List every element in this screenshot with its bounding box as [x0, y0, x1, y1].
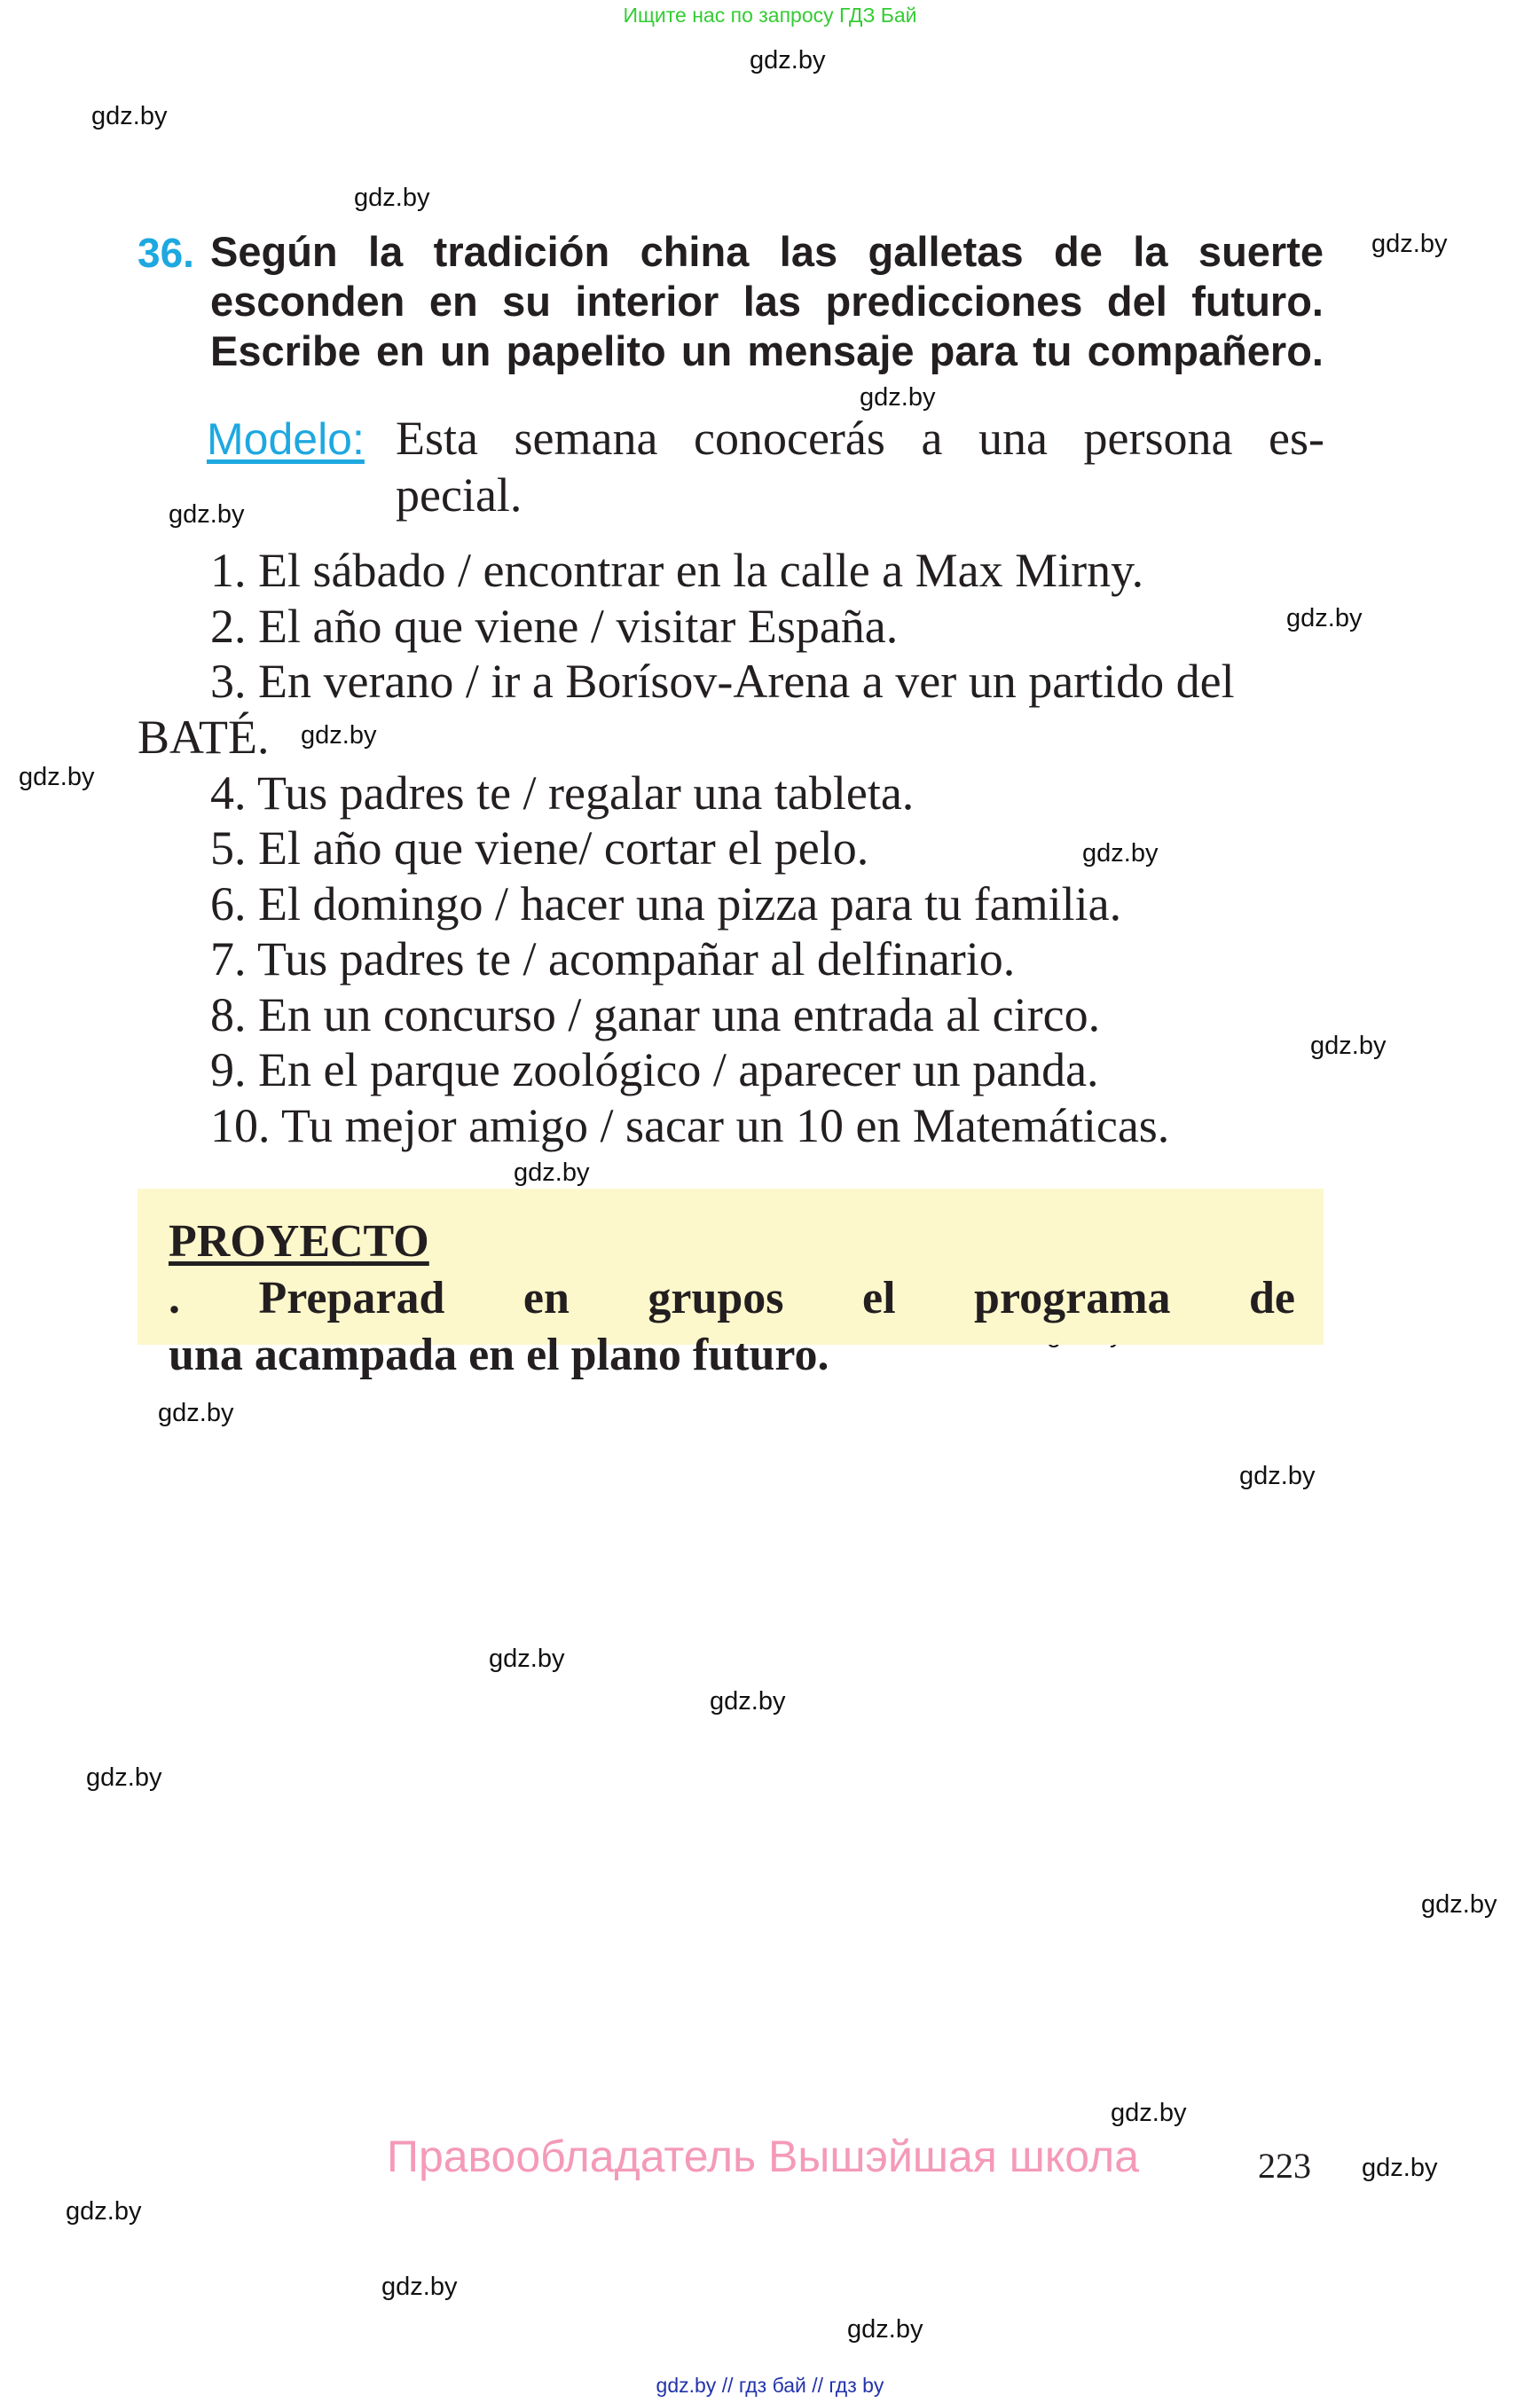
exercise-item	[210, 1098, 1169, 1153]
bottom-links[interactable]: gdz.by // гдз бай // гдз by	[656, 2374, 884, 2397]
watermark: gdz.by	[1421, 1890, 1497, 1919]
watermark: gdz.by	[860, 383, 936, 412]
watermark: gdz.by	[1310, 1032, 1387, 1060]
watermark: gdz.by	[354, 184, 430, 212]
copyright-notice: Правообладатель Вышэйшая школа	[387, 2132, 1139, 2181]
task-line: esconden en su interior las predicciones del futuro.	[210, 278, 1324, 325]
watermark: gdz.by	[1111, 2099, 1187, 2127]
page-number: 223	[1258, 2146, 1311, 2186]
item-number: 6.	[210, 877, 247, 931]
watermark: gdz.by	[750, 46, 826, 75]
watermark: gdz.by	[301, 721, 377, 750]
watermark: gdz.by	[91, 102, 168, 130]
task-number: 36.	[138, 230, 194, 276]
item-text: En el parque zoológico / aparecer un panda.	[258, 1043, 1099, 1096]
project-line-1: . Preparad en grupos el programa de	[169, 1273, 1295, 1323]
watermark: gdz.by	[158, 1399, 234, 1427]
watermark: gdz.by	[86, 1763, 162, 1792]
exercise-item	[210, 987, 1100, 1042]
watermark: gdz.by	[19, 763, 95, 791]
item-number: 8.	[210, 988, 247, 1041]
exercise-item	[210, 931, 1015, 986]
exercise-item-continuation: BATÉ.	[138, 711, 270, 764]
project-title: PROYECTO	[169, 1216, 429, 1267]
task-line: Escribe en un papelito un mensaje para tu compañero.	[210, 327, 1324, 374]
top-banner[interactable]: Ищите нас по запросу ГДЗ Бай	[623, 4, 917, 27]
model-text	[396, 410, 1324, 523]
item-number: 1.	[210, 544, 247, 597]
watermark: gdz.by	[514, 1158, 590, 1187]
item-text: El año que viene / visitar España.	[258, 600, 899, 653]
watermark: gdz.by	[169, 500, 245, 529]
item-text: El año que viene/ cortar el pelo.	[258, 821, 869, 875]
item-text: Tus padres te / regalar una tableta.	[257, 766, 915, 820]
project-line-2: una acampada en el plano futuro.	[169, 1330, 829, 1380]
exercise-item	[210, 821, 868, 876]
item-text: El domingo / hacer una pizza para tu familia.	[258, 877, 1122, 931]
watermark: gdz.by	[710, 1687, 786, 1716]
watermark: gdz.by	[489, 1645, 565, 1673]
task-instruction	[210, 227, 1324, 376]
watermark: gdz.by	[1286, 604, 1363, 632]
item-number: 9.	[210, 1043, 247, 1096]
exercise-item	[210, 654, 1235, 709]
exercise-item	[210, 543, 1143, 598]
exercise-item	[210, 1042, 1099, 1097]
watermark: gdz.by	[66, 2197, 142, 2226]
watermark: gdz.by	[1362, 2154, 1438, 2182]
item-number: 10.	[210, 1099, 271, 1152]
item-text: En verano / ir a Borísov-Arena a ver un partido del	[258, 655, 1235, 708]
watermark: gdz.by	[381, 2273, 458, 2301]
item-text: En un concurso / ganar una entrada al circo.	[258, 988, 1101, 1041]
project-text	[169, 1213, 1295, 1384]
exercise-item	[210, 599, 898, 654]
item-number: 5.	[210, 821, 247, 875]
task-line: Según la tradición china las galletas de la suerte	[210, 228, 1324, 275]
item-number: 2.	[210, 600, 247, 653]
item-number: 3.	[210, 655, 247, 708]
project-line	[169, 1213, 1295, 1327]
item-number: 4.	[210, 766, 247, 820]
model-label: Modelo:	[207, 414, 365, 464]
item-text: El sábado / encontrar en la calle a Max Mirny.	[258, 544, 1144, 597]
watermark: gdz.by	[847, 2315, 923, 2344]
watermark: gdz.by	[1371, 230, 1448, 258]
model-line: Esta semana conocerás a una persona es-	[396, 412, 1324, 465]
watermark: gdz.by	[1082, 839, 1159, 868]
model-line: pecial.	[396, 468, 522, 522]
exercise-item	[210, 876, 1121, 931]
item-text: Tu mejor amigo / sacar un 10 en Matemáticas.	[281, 1099, 1170, 1152]
exercise-item	[210, 766, 914, 821]
watermark: gdz.by	[1239, 1462, 1316, 1490]
item-number: 7.	[210, 932, 247, 986]
item-text: Tus padres te / acompañar al delfinario.	[257, 932, 1016, 986]
